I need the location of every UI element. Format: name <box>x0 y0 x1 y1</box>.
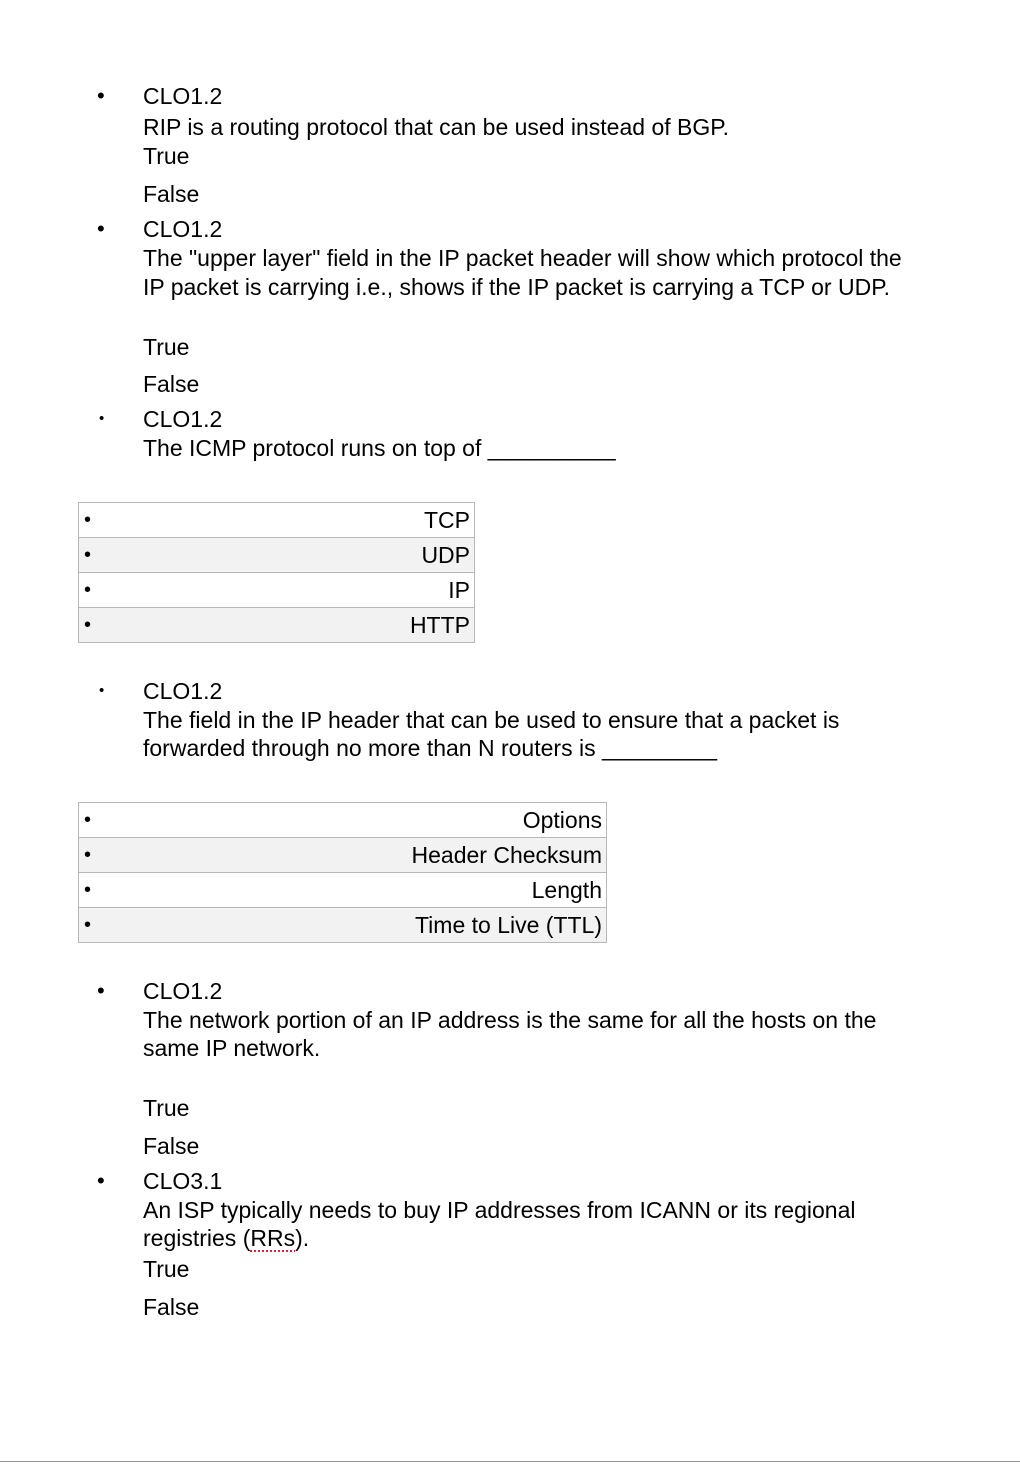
bullet: • <box>97 83 105 108</box>
bullet: • <box>97 216 105 241</box>
question-code: CLO1.2 <box>143 678 223 704</box>
bullet: • <box>97 978 105 1003</box>
question-text: The ICMP protocol runs on top of __________ <box>143 435 616 461</box>
question-text-line-1: The field in the IP header that can be used to ensure that a packet is <box>143 707 840 733</box>
choice-row[interactable] <box>79 803 607 838</box>
choice-label[interactable]: Header Checksum <box>102 838 607 873</box>
bullet: • <box>99 410 105 427</box>
choice-label[interactable]: IP <box>102 573 475 608</box>
option-false[interactable]: False <box>143 1133 200 1159</box>
question-text-line-2: IP packet is carrying i.e., shows if the IP packet is carrying a TCP or UDP. <box>143 274 890 300</box>
choice-row[interactable] <box>79 608 475 643</box>
question-text-line-1: An ISP typically needs to buy IP addresses from ICANN or its regional <box>143 1197 856 1223</box>
question-text: RIP is a routing protocol that can be used instead of BGP. <box>143 114 730 140</box>
bullet: • <box>79 803 103 838</box>
option-true[interactable]: True <box>143 1095 190 1121</box>
bullet: • <box>79 503 103 538</box>
choices-table <box>78 502 475 643</box>
question-code: CLO1.2 <box>143 978 223 1004</box>
option-false[interactable]: False <box>143 181 200 207</box>
choice-row[interactable] <box>79 838 607 873</box>
choice-row[interactable] <box>79 538 475 573</box>
option-true[interactable]: True <box>143 334 190 360</box>
text-segment: registries ( <box>143 1225 251 1251</box>
choice-row[interactable] <box>79 503 475 538</box>
question-text-line-2 <box>143 1224 309 1252</box>
text-segment: ). <box>295 1225 310 1251</box>
choice-label[interactable]: Length <box>102 873 607 908</box>
bullet: • <box>79 573 103 608</box>
question-text-line-1: The "upper layer" field in the IP packet header will show which protocol the <box>143 245 902 271</box>
choice-label[interactable]: Options <box>102 803 607 838</box>
spellcheck-flagged-word[interactable]: RRs <box>250 1225 296 1251</box>
bullet: • <box>79 608 103 643</box>
bullet: • <box>79 873 103 908</box>
question-code: CLO1.2 <box>143 83 223 109</box>
bullet: • <box>99 682 105 699</box>
bullet: • <box>97 1168 105 1193</box>
question-text-line-1: The network portion of an IP address is the same for all the hosts on the <box>143 1007 877 1033</box>
choices-table <box>78 802 607 943</box>
choice-label[interactable]: Time to Live (TTL) <box>102 908 607 943</box>
question-text-line-2: forwarded through no more than N routers is _________ <box>143 735 718 761</box>
page-bottom-divider <box>0 1461 1020 1462</box>
choice-label[interactable]: UDP <box>102 538 475 573</box>
choice-row[interactable] <box>79 908 607 943</box>
choice-label[interactable]: HTTP <box>102 608 475 643</box>
question-text-line-2: same IP network. <box>143 1035 321 1061</box>
bullet: • <box>79 838 103 873</box>
bullet: • <box>79 538 103 573</box>
question-code: CLO1.2 <box>143 216 223 242</box>
choice-label[interactable]: TCP <box>102 503 475 538</box>
choice-row[interactable] <box>79 573 475 608</box>
choice-row[interactable] <box>79 873 607 908</box>
question-code: CLO1.2 <box>143 406 223 432</box>
option-false[interactable]: False <box>143 1294 200 1320</box>
bullet: • <box>79 908 103 943</box>
option-true[interactable]: True <box>143 1256 190 1282</box>
option-true[interactable]: True <box>143 143 190 169</box>
option-false[interactable]: False <box>143 371 200 397</box>
question-code: CLO3.1 <box>143 1168 223 1194</box>
